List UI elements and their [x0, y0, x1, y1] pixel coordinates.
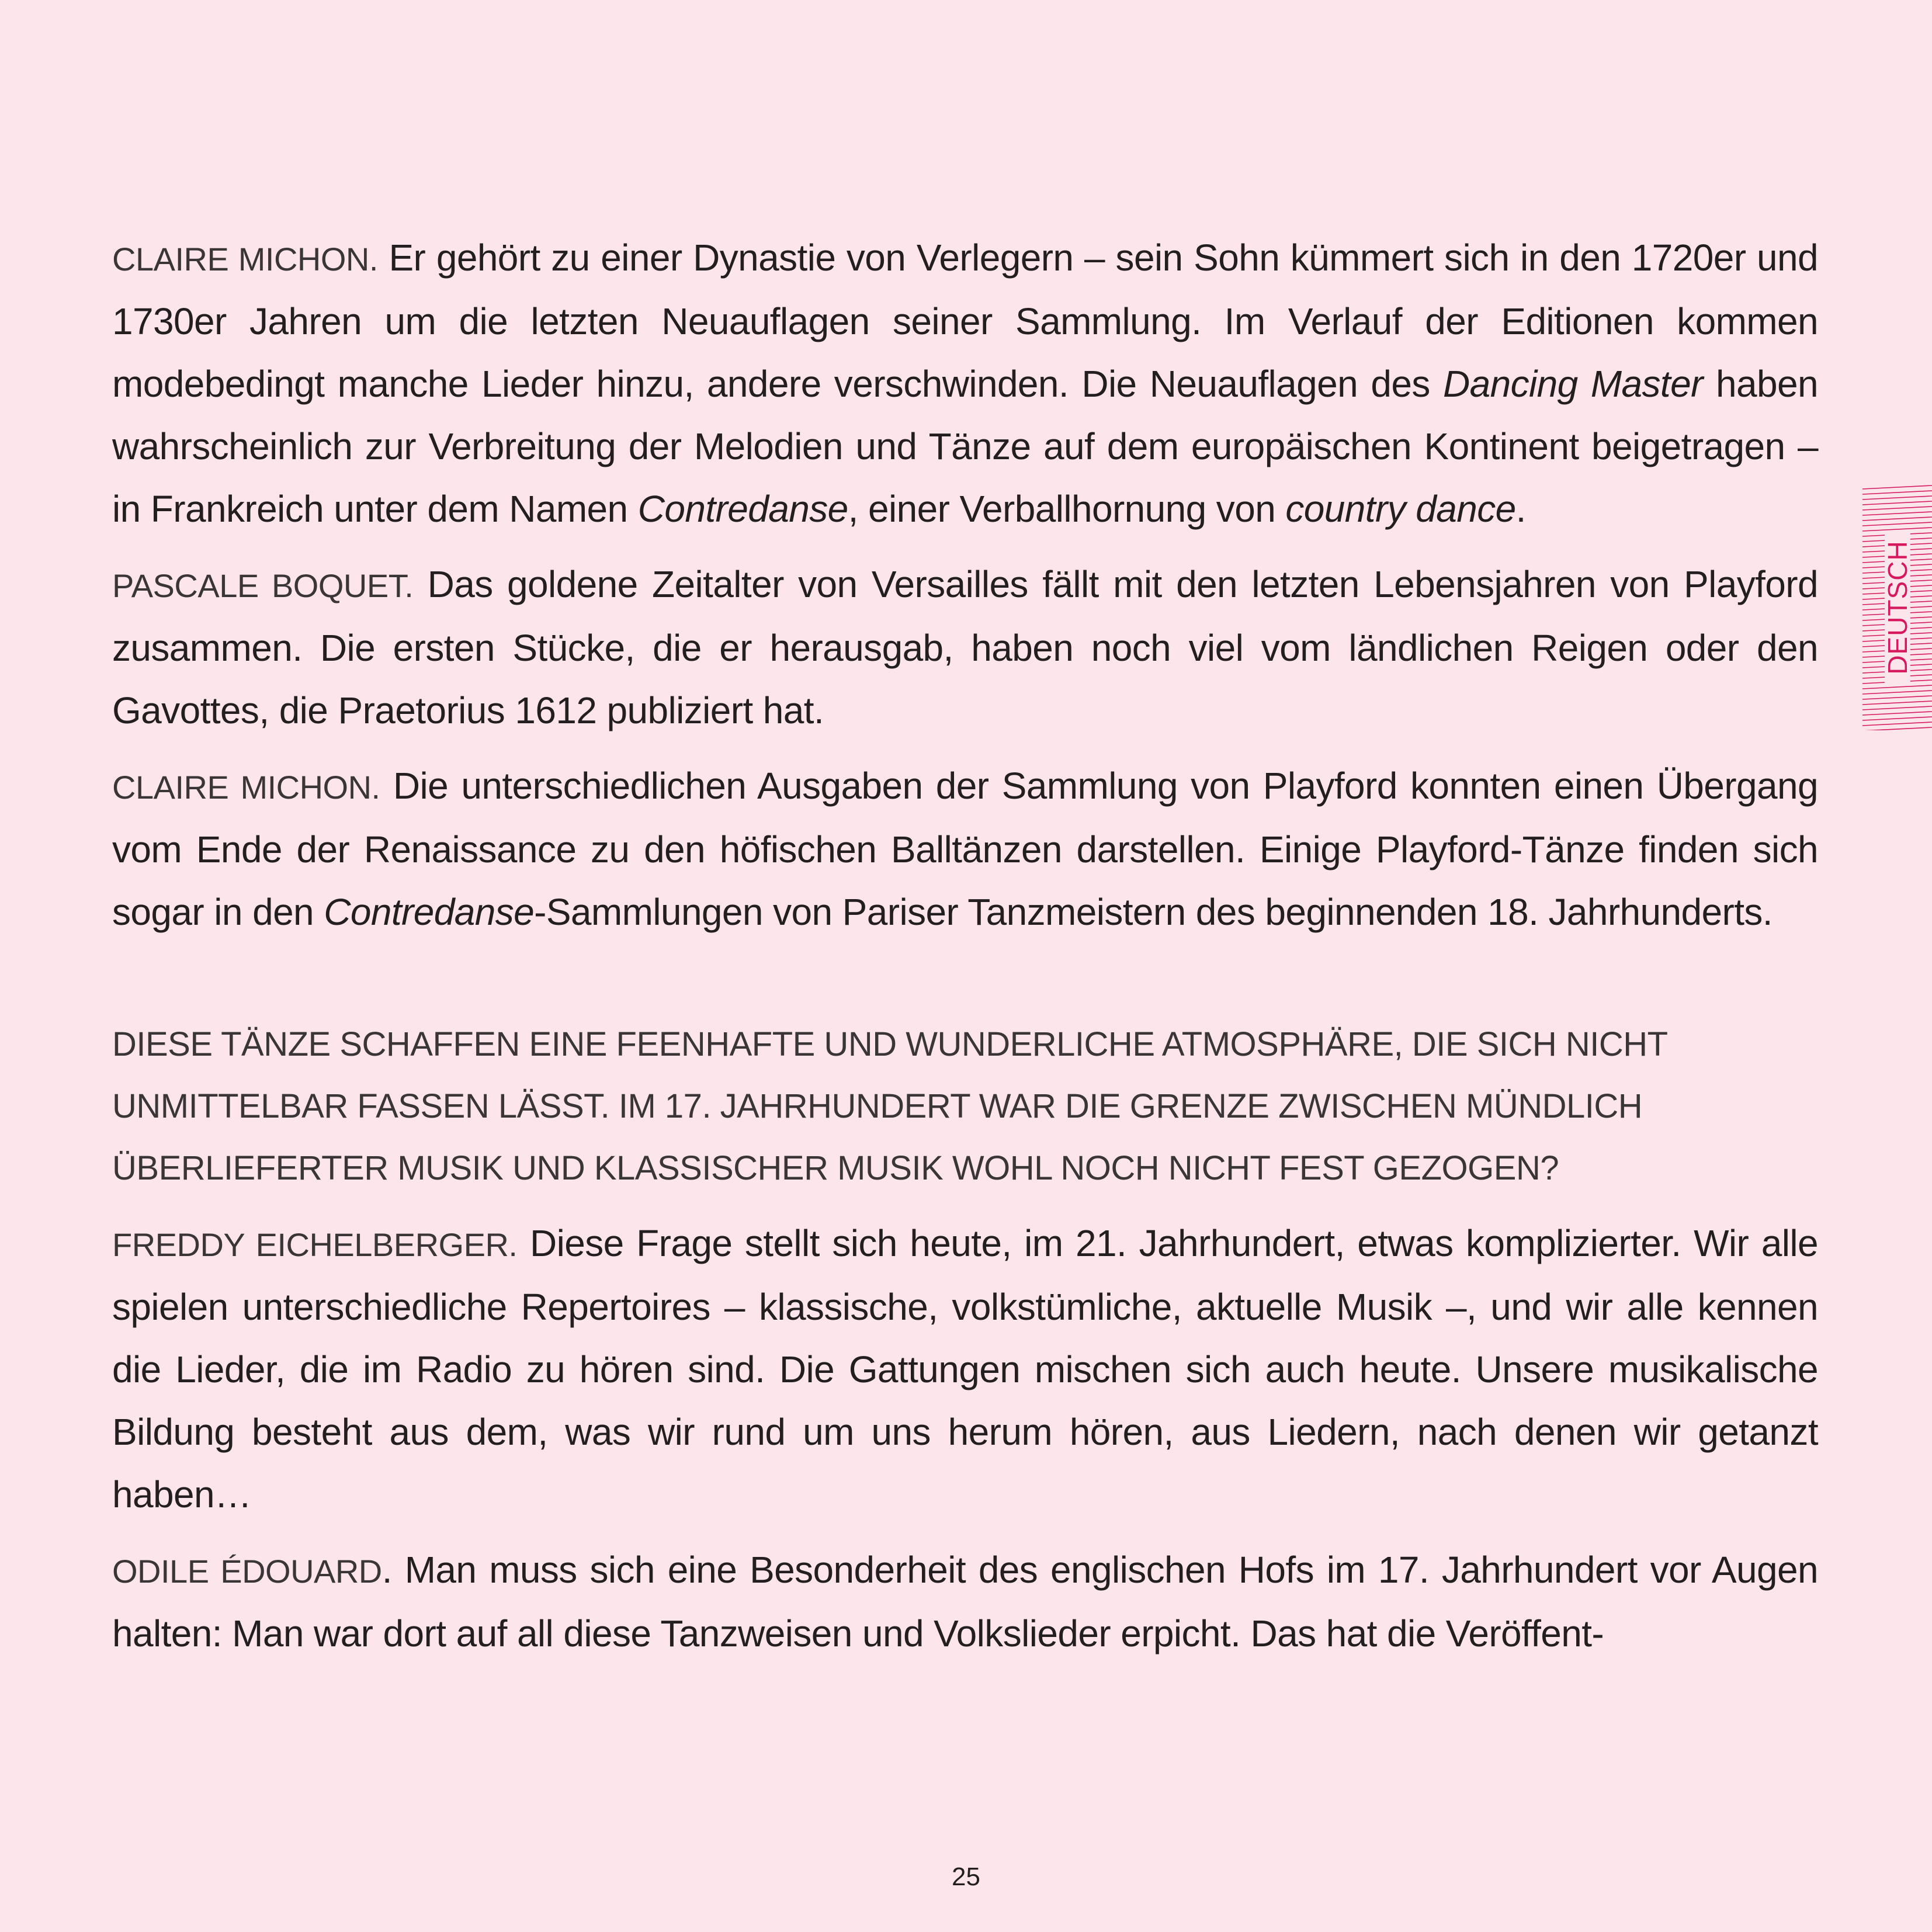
interview-paragraph	[112, 755, 1818, 944]
speaker-name: FREDDY EICHELBERGER.	[112, 1226, 518, 1263]
italic-title: country dance	[1285, 488, 1516, 530]
speaker-name: ODILE ÉDOUARD	[112, 1553, 382, 1590]
italic-title: Contredanse	[324, 891, 535, 933]
italic-title: Dancing Master	[1442, 363, 1703, 405]
paragraph-text: Diese Frage stellt sich heute, im 21. Jahrhundert, etwas komplizierter. Wir alle spielen unterschiedliche Repertoires – klassische, volkstümliche, aktuelle Musik –, und wir alle kennen die Lieder, die im Radio zu hören sind. Die Gattungen mischen sich auch heute. Unsere musikalische Bildung besteht aus dem, was wir rund um uns herum hören, aus Liedern, nach denen wir getanzt haben…	[112, 1222, 1819, 1515]
paragraph-text: Er gehört zu einer Dynastie von Verlegern – sein Sohn kümmert sich in den 1720er und 1730er Jahren um die letzten Neuauflagen seiner Sammlung. Im Verlauf der Editionen kommen modebedingt manche Lieder hinzu, andere verschwinden. Die Neuauflagen des	[112, 237, 1818, 405]
italic-title: Contredanse	[637, 488, 848, 530]
interview-paragraph	[112, 227, 1818, 540]
interview-question: DIESE TÄNZE SCHAFFEN EINE FEENHAFTE UND WUNDERLICHE ATMOSPHÄRE, DIE SICH NICHT UNMITTELBAR FASSEN LÄSST. IM 17. JAHRHUNDERT WAR DIE GRENZE ZWISCHEN MÜNDLICH ÜBERLIEFERTER MUSIK UND KLASSISCHER MUSIK WOHL NOCH NICHT FEST GEZOGEN?	[112, 1025, 1667, 1187]
article-body	[112, 227, 1818, 1678]
paragraph-text: . Man muss sich eine Besonderheit des englischen Hofs im 17. Jahrhundert vor Augen halten: Man war dort auf all diese Tanzweisen und Volkslieder erpicht. Das hat die Veröffent-	[112, 1549, 1818, 1654]
language-tab-label-box	[1862, 485, 1932, 730]
paragraph-text: haben wahrscheinlich zur Verbreitung der Melodien und Tänze auf dem europäischen Kontinent beigetragen – in Frankreich unter dem Namen	[112, 363, 1818, 530]
interview-paragraph	[112, 1212, 1818, 1526]
paragraph-text: Das goldene Zeitalter von Versailles fällt mit den letzten Lebensjahren von Playford zusammen. Die ersten Stücke, die er herausgab, haben noch viel vom ländlichen Reigen oder den Gavottes, die Praetorius 1612 publiziert hat.	[112, 563, 1818, 731]
paragraph-text: .	[1515, 488, 1526, 530]
language-tab-label: DEUTSCH	[1882, 540, 1913, 675]
language-tab	[1862, 485, 1932, 730]
speaker-name: CLAIRE MICHON.	[112, 241, 378, 278]
paragraph-text: -Sammlungen von Pariser Tanzmeistern des beginnenden 18. Jahrhunderts.	[534, 891, 1773, 933]
speaker-name: CLAIRE MICHON.	[112, 769, 380, 806]
paragraph-group-intro	[112, 227, 1818, 944]
paragraph-text: Die unterschiedlichen Ausgaben der Sammlung von Playford konnten einen Übergang vom Ende der Renaissance zu den höfischen Balltänzen darstellen. Einige Playford-Tänze finden sich sogar in den	[112, 765, 1818, 933]
interview-paragraph	[112, 1539, 1818, 1665]
interview-paragraph	[112, 553, 1818, 742]
speaker-name: PASCALE BOQUET.	[112, 567, 414, 604]
paragraph-text: , einer Verballhornung von	[848, 488, 1286, 530]
page-number: 25	[952, 1862, 980, 1891]
paragraph-group-answers	[112, 1212, 1818, 1665]
